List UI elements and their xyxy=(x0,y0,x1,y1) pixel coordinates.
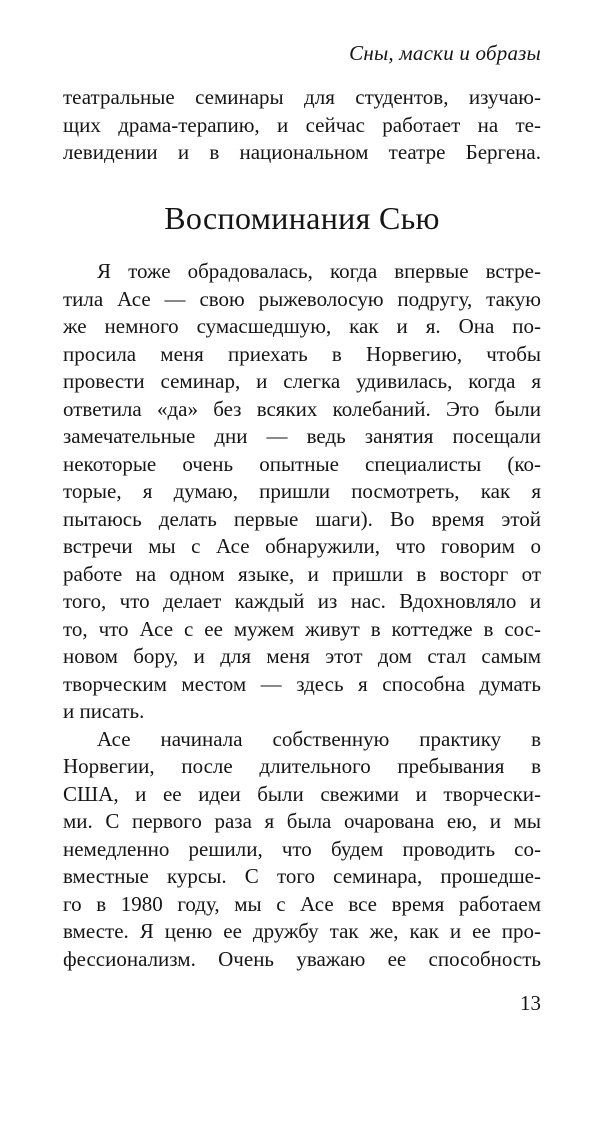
text-line: провести семинар, и слегка удивилась, когда я xyxy=(63,369,541,393)
paragraph-continued xyxy=(63,84,541,167)
text-line: немедленно решили, что будем проводить со- xyxy=(63,836,541,861)
text-line: просила меня приехать в Норвегию, чтобы xyxy=(63,341,541,366)
section-heading: Воспоминания Сью xyxy=(164,200,440,236)
text-line: некоторые очень опытные специалисты (ко- xyxy=(63,451,541,476)
text-line: тила Асе — свою рыжеволосую подругу, такую xyxy=(63,286,541,311)
text-line: замечательные дни — ведь занятия посещали xyxy=(63,424,541,448)
page-number: 13 xyxy=(520,991,541,1015)
text-line: и писать. xyxy=(63,699,145,723)
text-line: ми. С первого раза я была очарована ею, и мы xyxy=(63,809,541,833)
text-line: щих драма-терапию, и сейчас работает на те- xyxy=(63,112,541,137)
text-line: же немного сумасшедшую, как и я. Она по- xyxy=(63,314,541,338)
text-line: фессионализм. Очень уважаю ее способность xyxy=(63,946,541,971)
text-line: Норвегии, после длительного пребывания в xyxy=(63,754,541,778)
paragraph-memories-1 xyxy=(63,258,541,726)
text-line: то, что Асе с ее мужем живут в коттедже в сос- xyxy=(63,616,541,641)
running-head: Сны, маски и образы xyxy=(349,41,541,65)
text-line: ответила «да» без всяких колебаний. Это были xyxy=(63,396,541,421)
text-line: торые, я думаю, пришли посмотреть, как я xyxy=(63,479,541,503)
text-line: новом бору, и для меня этот дом стал самым xyxy=(63,644,541,668)
text-line: вместе. Я ценю ее дружбу так же, как и ее про- xyxy=(63,919,541,943)
paragraph-memories-2 xyxy=(63,726,541,974)
text-line: го в 1980 году, мы с Асе все время работаем xyxy=(63,891,541,916)
text-line: вместные курсы. С того семинара, прошедше- xyxy=(63,864,541,888)
text-line: театральные семинары для студентов, изучаю- xyxy=(63,85,541,109)
paragraph-memories-2-container xyxy=(63,726,541,974)
text-line: творческим местом — здесь я способна думать xyxy=(63,671,541,696)
paragraph-memories-1-container xyxy=(63,258,541,726)
text-line: Асе начинала собственную практику в xyxy=(97,726,541,751)
text-line: пытаюсь делать первые шаги). Во время этой xyxy=(63,506,541,531)
text-line: США, и ее идеи были свежими и творчески- xyxy=(63,781,541,806)
body-text xyxy=(63,258,541,973)
text-line: Я тоже обрадовалась, когда впервые встре- xyxy=(97,259,541,283)
text-line: левидении и в национальном театре Бергена. xyxy=(63,140,541,164)
text-line: того, что делает каждый из нас. Вдохновляло и xyxy=(63,589,541,613)
text-line: встречи мы с Асе обнаружили, что говорим о xyxy=(63,534,541,558)
text-line: работе на одном языке, и пришли в восторг от xyxy=(63,561,541,586)
paragraph-continued-container xyxy=(63,84,541,167)
